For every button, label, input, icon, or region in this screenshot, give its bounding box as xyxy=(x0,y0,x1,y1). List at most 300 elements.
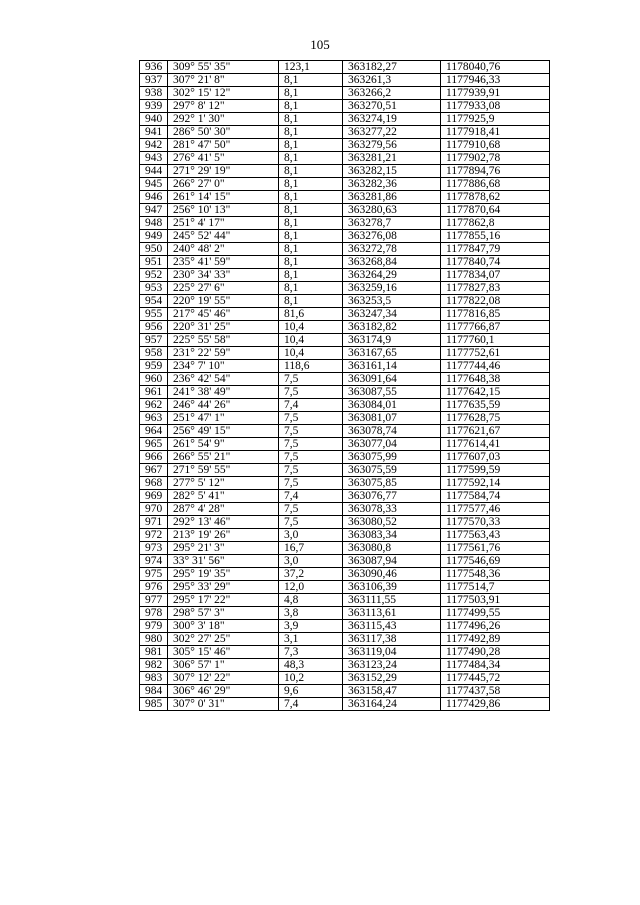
table-row xyxy=(140,308,550,321)
y-coordinate-cell: 1177834,07 xyxy=(441,269,550,282)
distance-cell: 8,1 xyxy=(279,269,343,282)
y-coordinate-cell: 1177822,08 xyxy=(441,295,550,308)
distance-cell: 7,5 xyxy=(279,464,343,477)
x-coordinate-cell: 363281,21 xyxy=(343,152,441,165)
point-number-cell: 970 xyxy=(140,503,168,516)
y-coordinate-cell: 1177614,41 xyxy=(441,438,550,451)
point-number-cell: 942 xyxy=(140,139,168,152)
table-row xyxy=(140,74,550,87)
y-coordinate-cell: 1177437,58 xyxy=(441,685,550,698)
y-coordinate-cell: 1177760,1 xyxy=(441,334,550,347)
table-row xyxy=(140,113,550,126)
table-row xyxy=(140,555,550,568)
distance-cell: 3,1 xyxy=(279,633,343,646)
x-coordinate-cell: 363282,15 xyxy=(343,165,441,178)
point-number-cell: 960 xyxy=(140,373,168,386)
y-coordinate-cell: 1177548,36 xyxy=(441,568,550,581)
distance-cell: 7,5 xyxy=(279,412,343,425)
table-row xyxy=(140,165,550,178)
table-row xyxy=(140,516,550,529)
bearing-cell: 266° 55' 21" xyxy=(168,451,279,464)
y-coordinate-cell: 1177946,33 xyxy=(441,74,550,87)
y-coordinate-cell: 1177592,14 xyxy=(441,477,550,490)
point-number-cell: 943 xyxy=(140,152,168,165)
y-coordinate-cell: 1177870,64 xyxy=(441,204,550,217)
x-coordinate-cell: 363119,04 xyxy=(343,646,441,659)
point-number-cell: 952 xyxy=(140,269,168,282)
y-coordinate-cell: 1177827,83 xyxy=(441,282,550,295)
table-row xyxy=(140,126,550,139)
point-number-cell: 982 xyxy=(140,659,168,672)
y-coordinate-cell: 1177902,78 xyxy=(441,152,550,165)
table-row xyxy=(140,386,550,399)
y-coordinate-cell: 1177546,69 xyxy=(441,555,550,568)
y-coordinate-cell: 1177766,87 xyxy=(441,321,550,334)
x-coordinate-cell: 363281,86 xyxy=(343,191,441,204)
distance-cell: 118,6 xyxy=(279,360,343,373)
x-coordinate-cell: 363087,94 xyxy=(343,555,441,568)
y-coordinate-cell: 1177490,28 xyxy=(441,646,550,659)
bearing-cell: 307° 12' 22" xyxy=(168,672,279,685)
x-coordinate-cell: 363091,64 xyxy=(343,373,441,386)
y-coordinate-cell: 1177570,33 xyxy=(441,516,550,529)
bearing-cell: 282° 5' 41" xyxy=(168,490,279,503)
x-coordinate-cell: 363117,38 xyxy=(343,633,441,646)
distance-cell: 7,5 xyxy=(279,477,343,490)
bearing-cell: 302° 27' 25" xyxy=(168,633,279,646)
y-coordinate-cell: 1177816,85 xyxy=(441,308,550,321)
x-coordinate-cell: 363111,55 xyxy=(343,594,441,607)
x-coordinate-cell: 363280,63 xyxy=(343,204,441,217)
bearing-cell: 256° 49' 15" xyxy=(168,425,279,438)
distance-cell: 8,1 xyxy=(279,74,343,87)
distance-cell: 7,4 xyxy=(279,490,343,503)
x-coordinate-cell: 363266,2 xyxy=(343,87,441,100)
table-row xyxy=(140,490,550,503)
y-coordinate-cell: 1177563,43 xyxy=(441,529,550,542)
point-number-cell: 968 xyxy=(140,477,168,490)
y-coordinate-cell: 1177933,08 xyxy=(441,100,550,113)
distance-cell: 10,2 xyxy=(279,672,343,685)
x-coordinate-cell: 363247,34 xyxy=(343,308,441,321)
bearing-cell: 306° 46' 29" xyxy=(168,685,279,698)
bearing-cell: 261° 54' 9" xyxy=(168,438,279,451)
bearing-cell: 235° 41' 59" xyxy=(168,256,279,269)
distance-cell: 8,1 xyxy=(279,178,343,191)
point-number-cell: 951 xyxy=(140,256,168,269)
bearing-cell: 231° 22' 59" xyxy=(168,347,279,360)
point-number-cell: 984 xyxy=(140,685,168,698)
distance-cell: 7,5 xyxy=(279,503,343,516)
table-row xyxy=(140,217,550,230)
point-number-cell: 939 xyxy=(140,100,168,113)
point-number-cell: 964 xyxy=(140,425,168,438)
y-coordinate-cell: 1177577,46 xyxy=(441,503,550,516)
y-coordinate-cell: 1177635,59 xyxy=(441,399,550,412)
point-number-cell: 958 xyxy=(140,347,168,360)
bearing-cell: 230° 34' 33" xyxy=(168,269,279,282)
table-row xyxy=(140,178,550,191)
distance-cell: 7,5 xyxy=(279,373,343,386)
bearing-cell: 298° 57' 3" xyxy=(168,607,279,620)
bearing-cell: 305° 15' 46" xyxy=(168,646,279,659)
y-coordinate-cell: 1177584,74 xyxy=(441,490,550,503)
x-coordinate-cell: 363090,46 xyxy=(343,568,441,581)
y-coordinate-cell: 1177925,9 xyxy=(441,113,550,126)
point-number-cell: 963 xyxy=(140,412,168,425)
x-coordinate-cell: 363075,59 xyxy=(343,464,441,477)
distance-cell: 7,5 xyxy=(279,516,343,529)
point-number-cell: 946 xyxy=(140,191,168,204)
point-number-cell: 978 xyxy=(140,607,168,620)
bearing-cell: 256° 10' 13" xyxy=(168,204,279,217)
table-row xyxy=(140,607,550,620)
table-row xyxy=(140,529,550,542)
x-coordinate-cell: 363182,27 xyxy=(343,61,441,74)
point-number-cell: 937 xyxy=(140,74,168,87)
distance-cell: 8,1 xyxy=(279,204,343,217)
x-coordinate-cell: 363081,07 xyxy=(343,412,441,425)
point-number-cell: 983 xyxy=(140,672,168,685)
table-row xyxy=(140,412,550,425)
x-coordinate-cell: 363278,7 xyxy=(343,217,441,230)
y-coordinate-cell: 1177918,41 xyxy=(441,126,550,139)
y-coordinate-cell: 1177503,91 xyxy=(441,594,550,607)
distance-cell: 8,1 xyxy=(279,100,343,113)
table-row xyxy=(140,347,550,360)
bearing-cell: 225° 27' 6" xyxy=(168,282,279,295)
point-number-cell: 972 xyxy=(140,529,168,542)
x-coordinate-cell: 363164,24 xyxy=(343,698,441,711)
table-row xyxy=(140,451,550,464)
bearing-cell: 240° 48' 2" xyxy=(168,243,279,256)
bearing-cell: 295° 19' 35" xyxy=(168,568,279,581)
y-coordinate-cell: 1177628,75 xyxy=(441,412,550,425)
table-row xyxy=(140,646,550,659)
bearing-cell: 276° 41' 5" xyxy=(168,152,279,165)
table-row xyxy=(140,594,550,607)
table-row xyxy=(140,61,550,74)
point-number-cell: 977 xyxy=(140,594,168,607)
point-number-cell: 961 xyxy=(140,386,168,399)
table-row xyxy=(140,698,550,711)
point-number-cell: 950 xyxy=(140,243,168,256)
distance-cell: 37,2 xyxy=(279,568,343,581)
x-coordinate-cell: 363182,82 xyxy=(343,321,441,334)
x-coordinate-cell: 363084,01 xyxy=(343,399,441,412)
table-row xyxy=(140,230,550,243)
bearing-cell: 307° 0' 31" xyxy=(168,698,279,711)
y-coordinate-cell: 1177648,38 xyxy=(441,373,550,386)
bearing-cell: 266° 27' 0" xyxy=(168,178,279,191)
distance-cell: 7,3 xyxy=(279,646,343,659)
point-number-cell: 945 xyxy=(140,178,168,191)
bearing-cell: 271° 59' 55" xyxy=(168,464,279,477)
table-row xyxy=(140,425,550,438)
distance-cell: 8,1 xyxy=(279,295,343,308)
distance-cell: 8,1 xyxy=(279,256,343,269)
bearing-cell: 261° 14' 15" xyxy=(168,191,279,204)
table-row xyxy=(140,685,550,698)
bearing-cell: 217° 45' 46" xyxy=(168,308,279,321)
y-coordinate-cell: 1177499,55 xyxy=(441,607,550,620)
distance-cell: 8,1 xyxy=(279,113,343,126)
table-row xyxy=(140,295,550,308)
y-coordinate-cell: 1177492,89 xyxy=(441,633,550,646)
distance-cell: 8,1 xyxy=(279,191,343,204)
x-coordinate-cell: 363264,29 xyxy=(343,269,441,282)
table-row xyxy=(140,191,550,204)
distance-cell: 3,8 xyxy=(279,607,343,620)
distance-cell: 8,1 xyxy=(279,217,343,230)
bearing-cell: 251° 4' 17" xyxy=(168,217,279,230)
bearing-cell: 300° 3' 18" xyxy=(168,620,279,633)
table-row xyxy=(140,360,550,373)
x-coordinate-cell: 363276,08 xyxy=(343,230,441,243)
table-row xyxy=(140,321,550,334)
x-coordinate-cell: 363077,04 xyxy=(343,438,441,451)
table-row xyxy=(140,204,550,217)
distance-cell: 7,5 xyxy=(279,451,343,464)
bearing-cell: 213° 19' 26" xyxy=(168,529,279,542)
x-coordinate-cell: 363123,24 xyxy=(343,659,441,672)
point-number-cell: 974 xyxy=(140,555,168,568)
table-row xyxy=(140,269,550,282)
x-coordinate-cell: 363075,85 xyxy=(343,477,441,490)
table-row xyxy=(140,659,550,672)
point-number-cell: 969 xyxy=(140,490,168,503)
point-number-cell: 976 xyxy=(140,581,168,594)
y-coordinate-cell: 1177599,59 xyxy=(441,464,550,477)
point-number-cell: 979 xyxy=(140,620,168,633)
bearing-cell: 225° 55' 58" xyxy=(168,334,279,347)
distance-cell: 4,8 xyxy=(279,594,343,607)
bearing-cell: 295° 17' 22" xyxy=(168,594,279,607)
y-coordinate-cell: 1177621,67 xyxy=(441,425,550,438)
distance-cell: 9,6 xyxy=(279,685,343,698)
bearing-cell: 309° 55' 35" xyxy=(168,61,279,74)
point-number-cell: 959 xyxy=(140,360,168,373)
table-row xyxy=(140,139,550,152)
x-coordinate-cell: 363080,52 xyxy=(343,516,441,529)
x-coordinate-cell: 363075,99 xyxy=(343,451,441,464)
point-number-cell: 954 xyxy=(140,295,168,308)
x-coordinate-cell: 363174,9 xyxy=(343,334,441,347)
bearing-cell: 295° 33' 29" xyxy=(168,581,279,594)
bearing-cell: 236° 42' 54" xyxy=(168,373,279,386)
table-row xyxy=(140,568,550,581)
bearing-cell: 295° 21' 3" xyxy=(168,542,279,555)
x-coordinate-cell: 363272,78 xyxy=(343,243,441,256)
point-number-cell: 980 xyxy=(140,633,168,646)
distance-cell: 7,5 xyxy=(279,425,343,438)
bearing-cell: 245° 52' 44" xyxy=(168,230,279,243)
table-row xyxy=(140,399,550,412)
bearing-cell: 33° 31' 56" xyxy=(168,555,279,568)
y-coordinate-cell: 1178040,76 xyxy=(441,61,550,74)
point-number-cell: 948 xyxy=(140,217,168,230)
y-coordinate-cell: 1177496,26 xyxy=(441,620,550,633)
bearing-cell: 271° 29' 19" xyxy=(168,165,279,178)
x-coordinate-cell: 363083,34 xyxy=(343,529,441,542)
table-row xyxy=(140,438,550,451)
distance-cell: 8,1 xyxy=(279,230,343,243)
coordinates-table xyxy=(139,60,550,711)
point-number-cell: 953 xyxy=(140,282,168,295)
point-number-cell: 940 xyxy=(140,113,168,126)
x-coordinate-cell: 363282,36 xyxy=(343,178,441,191)
distance-cell: 10,4 xyxy=(279,334,343,347)
distance-cell: 3,0 xyxy=(279,555,343,568)
y-coordinate-cell: 1177847,79 xyxy=(441,243,550,256)
x-coordinate-cell: 363078,33 xyxy=(343,503,441,516)
point-number-cell: 957 xyxy=(140,334,168,347)
x-coordinate-cell: 363274,19 xyxy=(343,113,441,126)
distance-cell: 7,5 xyxy=(279,438,343,451)
distance-cell: 7,5 xyxy=(279,386,343,399)
point-number-cell: 966 xyxy=(140,451,168,464)
bearing-cell: 241° 38' 49" xyxy=(168,386,279,399)
table-row xyxy=(140,542,550,555)
x-coordinate-cell: 363167,65 xyxy=(343,347,441,360)
point-number-cell: 955 xyxy=(140,308,168,321)
table-row xyxy=(140,620,550,633)
y-coordinate-cell: 1177878,62 xyxy=(441,191,550,204)
point-number-cell: 973 xyxy=(140,542,168,555)
point-number-cell: 936 xyxy=(140,61,168,74)
point-number-cell: 985 xyxy=(140,698,168,711)
distance-cell: 3,9 xyxy=(279,620,343,633)
table-row xyxy=(140,282,550,295)
x-coordinate-cell: 363277,22 xyxy=(343,126,441,139)
x-coordinate-cell: 363279,56 xyxy=(343,139,441,152)
x-coordinate-cell: 363106,39 xyxy=(343,581,441,594)
bearing-cell: 234° 7' 10" xyxy=(168,360,279,373)
x-coordinate-cell: 363270,51 xyxy=(343,100,441,113)
x-coordinate-cell: 363076,77 xyxy=(343,490,441,503)
point-number-cell: 971 xyxy=(140,516,168,529)
x-coordinate-cell: 363113,61 xyxy=(343,607,441,620)
point-number-cell: 949 xyxy=(140,230,168,243)
x-coordinate-cell: 363161,14 xyxy=(343,360,441,373)
distance-cell: 8,1 xyxy=(279,87,343,100)
distance-cell: 8,1 xyxy=(279,152,343,165)
y-coordinate-cell: 1177445,72 xyxy=(441,672,550,685)
y-coordinate-cell: 1177752,61 xyxy=(441,347,550,360)
y-coordinate-cell: 1177642,15 xyxy=(441,386,550,399)
x-coordinate-cell: 363253,5 xyxy=(343,295,441,308)
point-number-cell: 967 xyxy=(140,464,168,477)
distance-cell: 8,1 xyxy=(279,139,343,152)
table-row xyxy=(140,581,550,594)
distance-cell: 8,1 xyxy=(279,165,343,178)
distance-cell: 123,1 xyxy=(279,61,343,74)
y-coordinate-cell: 1177855,16 xyxy=(441,230,550,243)
x-coordinate-cell: 363261,3 xyxy=(343,74,441,87)
table-row xyxy=(140,477,550,490)
coordinates-table-body xyxy=(140,61,550,711)
table-row xyxy=(140,152,550,165)
point-number-cell: 938 xyxy=(140,87,168,100)
page-number: 105 xyxy=(310,37,330,52)
x-coordinate-cell: 363152,29 xyxy=(343,672,441,685)
table-row xyxy=(140,100,550,113)
bearing-cell: 287° 4' 28" xyxy=(168,503,279,516)
table-row xyxy=(140,256,550,269)
x-coordinate-cell: 363078,74 xyxy=(343,425,441,438)
x-coordinate-cell: 363259,16 xyxy=(343,282,441,295)
bearing-cell: 251° 47' 1" xyxy=(168,412,279,425)
table-row xyxy=(140,633,550,646)
y-coordinate-cell: 1177429,86 xyxy=(441,698,550,711)
table-row xyxy=(140,672,550,685)
point-number-cell: 965 xyxy=(140,438,168,451)
y-coordinate-cell: 1177744,46 xyxy=(441,360,550,373)
bearing-cell: 281° 47' 50" xyxy=(168,139,279,152)
bearing-cell: 302° 15' 12" xyxy=(168,87,279,100)
x-coordinate-cell: 363115,43 xyxy=(343,620,441,633)
distance-cell: 7,4 xyxy=(279,399,343,412)
distance-cell: 7,4 xyxy=(279,698,343,711)
y-coordinate-cell: 1177484,34 xyxy=(441,659,550,672)
bearing-cell: 246° 44' 26" xyxy=(168,399,279,412)
distance-cell: 8,1 xyxy=(279,126,343,139)
point-number-cell: 956 xyxy=(140,321,168,334)
y-coordinate-cell: 1177607,03 xyxy=(441,451,550,464)
distance-cell: 3,0 xyxy=(279,529,343,542)
point-number-cell: 944 xyxy=(140,165,168,178)
x-coordinate-cell: 363087,55 xyxy=(343,386,441,399)
distance-cell: 8,1 xyxy=(279,282,343,295)
x-coordinate-cell: 363080,8 xyxy=(343,542,441,555)
distance-cell: 10,4 xyxy=(279,321,343,334)
distance-cell: 48,3 xyxy=(279,659,343,672)
point-number-cell: 947 xyxy=(140,204,168,217)
bearing-cell: 306° 57' 1" xyxy=(168,659,279,672)
bearing-cell: 277° 5' 12" xyxy=(168,477,279,490)
point-number-cell: 975 xyxy=(140,568,168,581)
distance-cell: 10,4 xyxy=(279,347,343,360)
distance-cell: 16,7 xyxy=(279,542,343,555)
bearing-cell: 307° 21' 8" xyxy=(168,74,279,87)
y-coordinate-cell: 1177840,74 xyxy=(441,256,550,269)
table-row xyxy=(140,243,550,256)
table-row xyxy=(140,87,550,100)
y-coordinate-cell: 1177910,68 xyxy=(441,139,550,152)
x-coordinate-cell: 363268,84 xyxy=(343,256,441,269)
y-coordinate-cell: 1177886,68 xyxy=(441,178,550,191)
y-coordinate-cell: 1177561,76 xyxy=(441,542,550,555)
table-row xyxy=(140,334,550,347)
table-row xyxy=(140,464,550,477)
point-number-cell: 981 xyxy=(140,646,168,659)
x-coordinate-cell: 363158,47 xyxy=(343,685,441,698)
point-number-cell: 962 xyxy=(140,399,168,412)
bearing-cell: 292° 1' 30" xyxy=(168,113,279,126)
bearing-cell: 292° 13' 46" xyxy=(168,516,279,529)
bearing-cell: 286° 50' 30" xyxy=(168,126,279,139)
table-row xyxy=(140,503,550,516)
y-coordinate-cell: 1177514,7 xyxy=(441,581,550,594)
distance-cell: 8,1 xyxy=(279,243,343,256)
table-row xyxy=(140,373,550,386)
bearing-cell: 220° 19' 55" xyxy=(168,295,279,308)
distance-cell: 12,0 xyxy=(279,581,343,594)
bearing-cell: 220° 31' 25" xyxy=(168,321,279,334)
bearing-cell: 297° 8' 12" xyxy=(168,100,279,113)
distance-cell: 81,6 xyxy=(279,308,343,321)
y-coordinate-cell: 1177939,91 xyxy=(441,87,550,100)
